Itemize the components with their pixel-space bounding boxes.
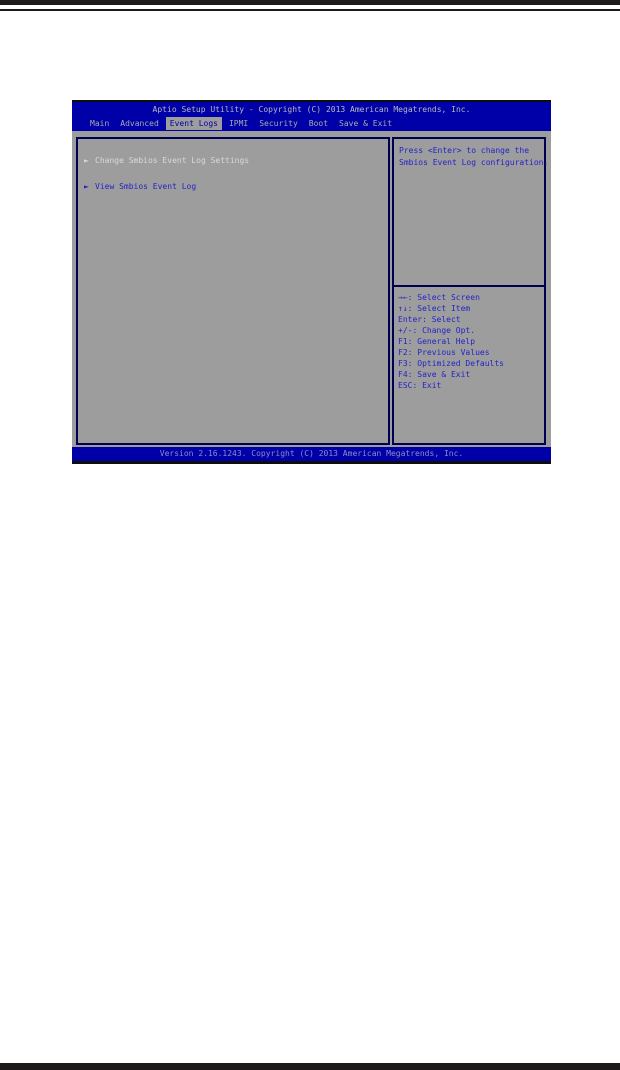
tab-event-logs[interactable]: Event Logs — [166, 117, 222, 130]
bios-menu-bar — [86, 117, 399, 130]
option-view-smbios-event-log[interactable] — [84, 181, 196, 192]
key-legend-line: ESC: Exit — [398, 381, 442, 390]
screenshot-bottom-edge — [72, 461, 551, 464]
key-legend-line: →←: Select Screen — [398, 293, 480, 302]
key-legend-line: F1: General Help — [398, 337, 476, 346]
bios-version-bar: Version 2.16.1243. Copyright (C) 2013 American Megatrends, Inc. — [72, 447, 551, 461]
tab-main[interactable]: Main — [90, 119, 110, 128]
help-line: Press <Enter> to change the — [399, 146, 530, 155]
tab-advanced[interactable]: Advanced — [120, 119, 159, 128]
bios-setup-screen — [72, 100, 551, 464]
submenu-arrow-icon: ► — [84, 182, 89, 191]
options-panel — [76, 137, 390, 445]
bios-header-bar — [72, 102, 551, 131]
tab-save-exit[interactable]: Save & Exit — [339, 119, 393, 128]
help-line: Smbios Event Log configuration. — [399, 158, 549, 167]
bios-title: Aptio Setup Utility - Copyright (C) 2013 American Megatrends, Inc. — [152, 105, 471, 114]
key-legend-line: Enter: Select — [398, 315, 461, 324]
tab-boot[interactable]: Boot — [308, 119, 329, 128]
page-top-rule-thin — [0, 9, 620, 11]
submenu-arrow-icon: ► — [84, 156, 89, 165]
tab-security[interactable]: Security — [259, 119, 298, 128]
key-legend-line: +/-: Change Opt. — [398, 326, 476, 335]
item-help-text — [394, 139, 549, 285]
tab-ipmi[interactable]: IPMI — [228, 119, 249, 128]
page-bottom-rule — [0, 1063, 620, 1070]
key-legend-line: F4: Save & Exit — [398, 370, 471, 379]
key-legend-line: ↑↓: Select Item — [398, 304, 471, 313]
page-top-rule — [0, 0, 620, 5]
key-legend-line: F2: Previous Values — [398, 348, 490, 357]
option-label: View Smbios Event Log — [95, 182, 197, 191]
key-legend-line: F3: Optimized Defaults — [398, 359, 504, 368]
option-change-smbios-event-log-settings[interactable] — [84, 155, 249, 166]
key-legend — [394, 287, 544, 391]
option-label: Change Smbios Event Log Settings — [95, 156, 250, 165]
help-panel — [392, 137, 549, 445]
